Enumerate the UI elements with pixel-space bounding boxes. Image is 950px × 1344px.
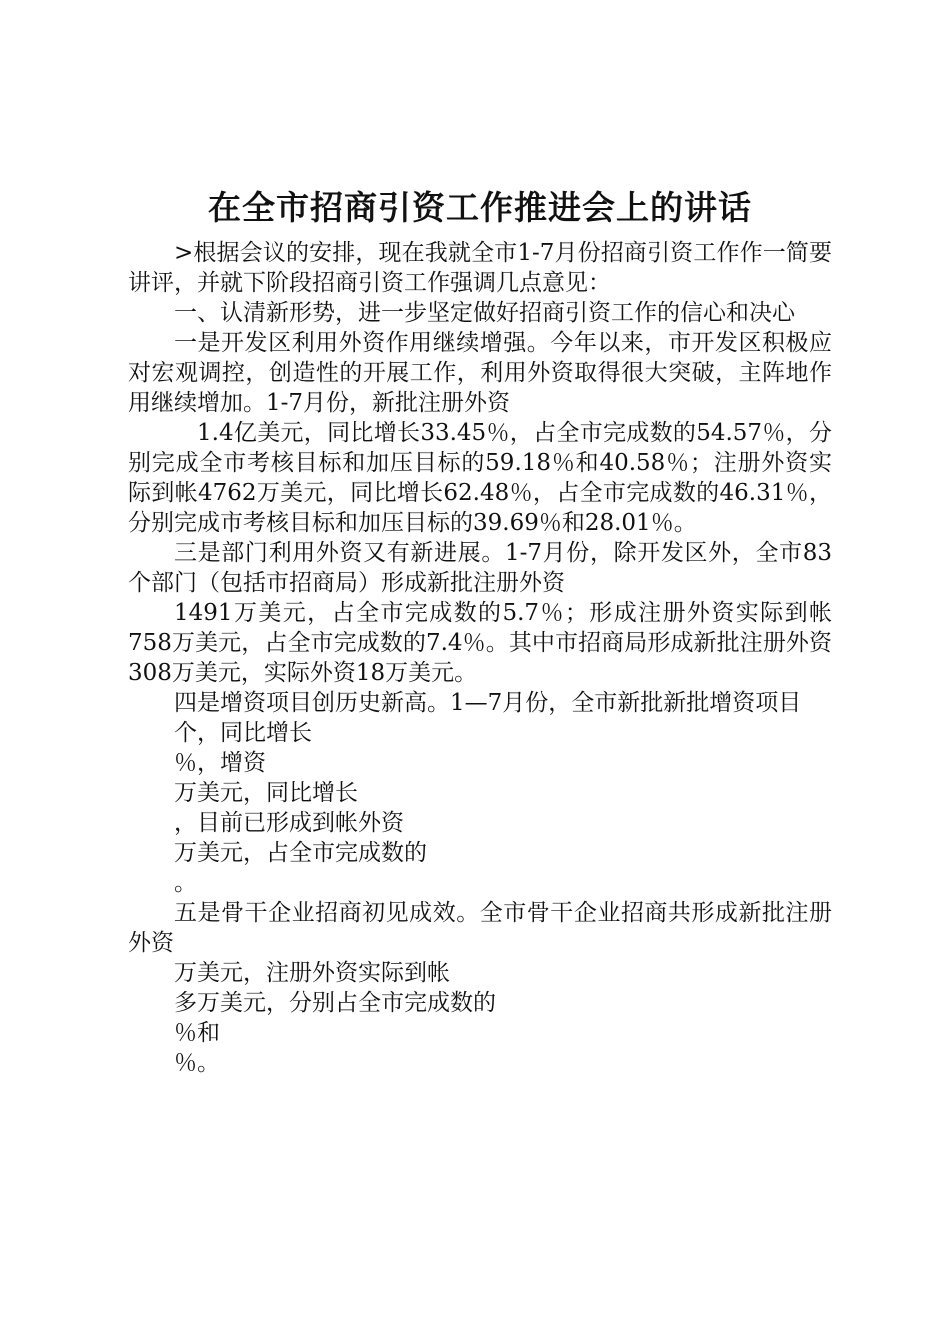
fragment-line: 。 bbox=[174, 870, 197, 896]
section-heading-1: 一、认清新形势，进一步坚定做好招商引资工作的信心和决心 bbox=[174, 300, 795, 326]
paragraph-key-enterprises: 五是骨干企业招商初见成效。全市骨干企业招商共形成新批注册外资 bbox=[128, 900, 832, 956]
paragraph-departments-figures: 1491万美元，占全市完成数的5.7％；形成注册外资实际到帐758万美元，占全市完成数的7.4％。其中市招商局形成新批注册外资308万美元，实际外资18万美元。 bbox=[128, 600, 832, 686]
fragment-line: 多万美元，分别占全市完成数的 bbox=[174, 990, 496, 1016]
paragraph-capital-increase: 四是增资项目创历史新高。1—7月份，全市新批新批增资项目 bbox=[174, 690, 802, 716]
paragraph-departments: 三是部门利用外资又有新进展。1-7月份，除开发区外，全市83个部门（包括市招商局）形成新批注册外资 bbox=[128, 540, 832, 596]
fragment-line: ％和 bbox=[174, 1020, 220, 1046]
document-page bbox=[128, 178, 832, 1078]
fragment-line: 万美元，同比增长 bbox=[174, 780, 358, 806]
document-title: 在全市招商引资工作推进会上的讲话 bbox=[208, 188, 752, 227]
fragment-line: ，目前已形成到帐外资 bbox=[174, 810, 404, 836]
fragment-line: ％，增资 bbox=[174, 750, 266, 776]
paragraph-intro: >根据会议的安排，现在我就全市1-7月份招商引资工作作一简要讲评，并就下阶段招商引资工作强调几点意见： bbox=[128, 240, 832, 296]
fragment-line: 个，同比增长 bbox=[174, 720, 312, 746]
fragment-line: 万美元，占全市完成数的 bbox=[174, 840, 427, 866]
paragraph-devzone: 一是开发区利用外资作用继续增强。今年以来，市开发区积极应对宏观调控，创造性的开展工作，利用外资取得很大突破，主阵地作用继续增加。1-7月份，新批注册外资 bbox=[128, 330, 832, 416]
document-body bbox=[128, 238, 832, 1078]
paragraph-devzone-figures: 1.4亿美元，同比增长33.45％，占全市完成数的54.57％，分别完成全市考核目标和加压目标的59.18％和40.58％；注册外资实际到帐4762万美元，同比增长62.48％，占全市完成数的46.31％，分别完成市考核目标和加压目标的39.69％和28.01％。 bbox=[128, 420, 832, 536]
fragment-line: 万美元，注册外资实际到帐 bbox=[174, 960, 450, 986]
fragment-line: ％。 bbox=[174, 1050, 220, 1076]
